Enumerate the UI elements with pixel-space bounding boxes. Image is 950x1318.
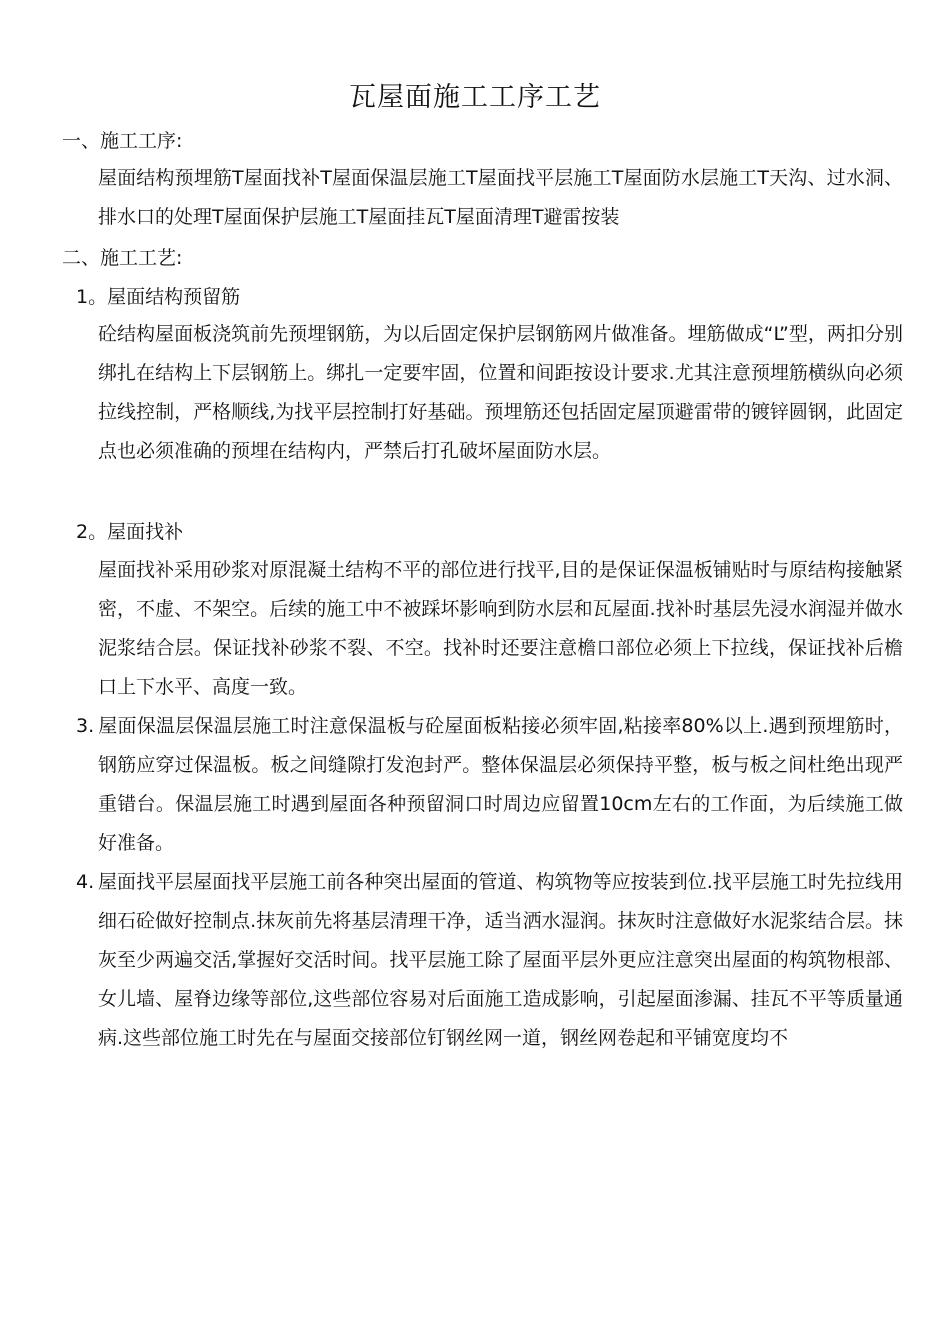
item-1-body: 砼结构屋面板浇筑前先预埋钢筋，为以后固定保护层钢筋网片做准备。埋筋做成“L”型，两扣分别绑扎在结构上下层钢筋上。绑扎一定要牢固，位置和间距按设计要求.尤其注意预埋筋横纵向必须拉线控制，严格顺线,为找平层控制打好基础。预埋筋还包括固定屋顶避雷带的镀锌圆钢，此固定点也必须准确的预埋在结构内，严禁后打孔破坏屋面防水层。 xyxy=(98,323,903,462)
section-heading-process: 一、施工工序: xyxy=(62,130,183,152)
item-3-number: 3. xyxy=(76,715,95,737)
item-4-body: 屋面找平层屋面找平层施工前各种突出屋面的管道、构筑物等应按装到位.找平层施工时先拉线用细石砼做好控制点.抹灰前先将基层清理干净，适当洒水湿润。抹灰时注意做好水泥浆结合层。抹灰至少两遍交活,掌握好交活时间。找平层施工除了屋面平层外更应注意突出屋面的构筑物根部、女儿墙、屋脊边缘等部位,这些部位容易对后面施工造成影响，引起屋面渗漏、挂瓦不平等质量通病.这些部位施工时先在与屋面交接部位钉钢丝网一道，钢丝网卷起和平铺宽度均不 xyxy=(98,871,903,1049)
item-4-paragraph xyxy=(76,863,903,1058)
item-1-title: 1。屋面结构预留筋 xyxy=(76,286,241,308)
document-title: 瓦屋面施工工序工艺 xyxy=(349,82,601,113)
item-2-title: 2。屋面找补 xyxy=(76,521,184,543)
item-3-body: 屋面保温层保温层施工时注意保温板与砼屋面板粘接必须牢固,粘接率80%以上.遇到预埋筋时，钢筋应穿过保温板。板之间缝隙打发泡封严。整体保温层必须保持平整，板与板之间杜绝出现严重错台。保温层施工时遇到屋面各种预留洞口时周边应留置10cm左右的工作面，为后续施工做好准备。 xyxy=(98,715,903,854)
item-4-number: 4. xyxy=(76,871,95,893)
process-sequence-text: 屋面结构预埋筋T屋面找补T屋面保温层施工T屋面找平层施工T屋面防水层施工T天沟、过水洞、排水口的处理T屋面保护层施工T屋面挂瓦T屋面清理T避雷按装 xyxy=(98,167,903,228)
item-3-paragraph xyxy=(76,707,903,863)
item-2-body: 屋面找补采用砂浆对原混凝土结构不平的部位进行找平,目的是保证保温板铺贴时与原结构接触紧密，不虚、不架空。后续的施工中不被踩坏影响到防水层和瓦屋面.找补时基层先浸水润湿并做水泥浆结合层。保证找补砂浆不裂、不空。找补时还要注意檐口部位必须上下拉线，保证找补后檐口上下水平、高度一致。 xyxy=(98,559,903,698)
section-heading-technique: 二、施工工艺: xyxy=(62,247,183,269)
